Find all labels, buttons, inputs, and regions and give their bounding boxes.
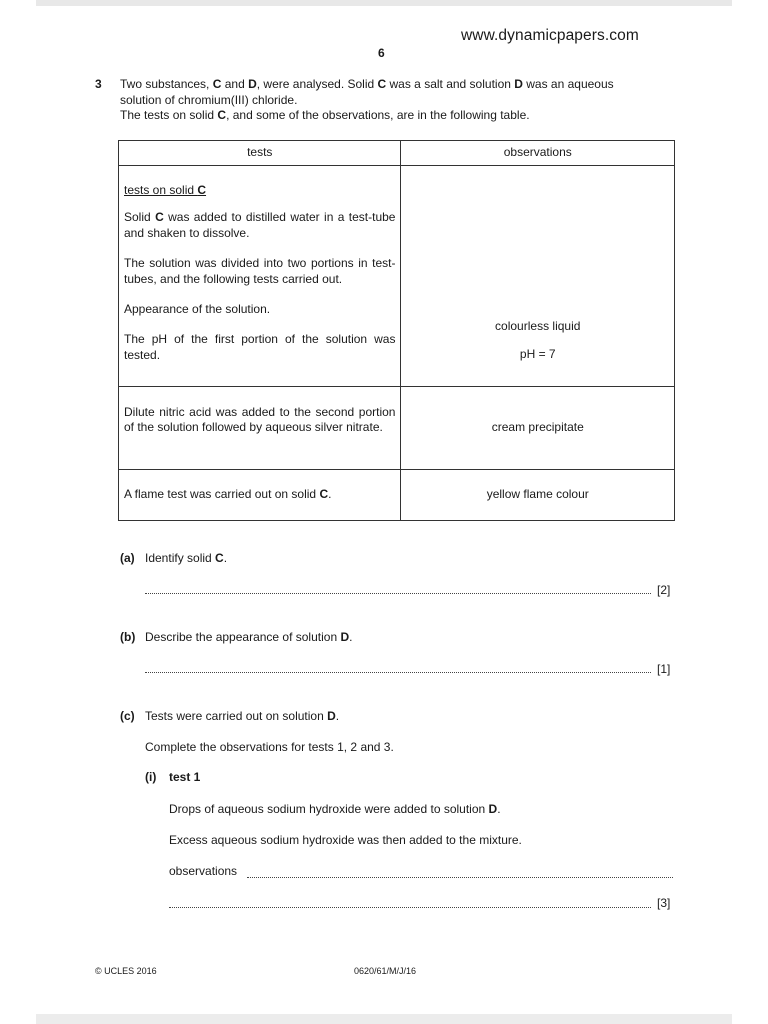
part-c-question: Tests were carried out on solution D.	[145, 709, 340, 723]
observations-cell	[401, 387, 675, 470]
section-label: tests on solid C	[124, 183, 207, 197]
marks-b: [1]	[657, 662, 671, 676]
marks-c-i: [3]	[657, 896, 671, 910]
header-tests: tests	[119, 141, 401, 166]
tests-cell	[119, 166, 401, 387]
test-1-line-1: Drops of aqueous sodium hydroxide were added to solution D.	[169, 802, 501, 816]
observations-cell	[401, 470, 675, 521]
intro-line-3: The tests on solid C, and some of the observations, are in the following table.	[120, 108, 530, 123]
question-intro	[120, 77, 675, 124]
table-row	[119, 470, 675, 521]
answer-line-c-i-2[interactable]	[169, 907, 651, 908]
question-number: 3	[95, 77, 102, 91]
page-top-edge	[36, 0, 732, 6]
answer-line-c-i-1[interactable]	[247, 877, 673, 878]
tests-cell	[119, 470, 401, 521]
tests-cell	[119, 387, 401, 470]
footer-copyright: © UCLES 2016	[95, 966, 157, 976]
part-c-i-label: (i)	[145, 770, 157, 784]
marks-a: [2]	[657, 583, 671, 597]
part-c-label: (c)	[120, 709, 135, 723]
obs-cream-precipitate: cream precipitate	[491, 420, 584, 435]
test-flame: A flame test was carried out on solid C.	[124, 487, 332, 502]
obs-ph: pH = 7	[519, 347, 556, 362]
observations-label: observations	[169, 864, 238, 878]
test-ph: The pH of the first portion of the solution was tested.	[124, 332, 396, 362]
test-1-line-2: Excess aqueous sodium hydroxide was then added to the mixture.	[169, 833, 522, 847]
test-divide: The solution was divided into two portions in test-tubes, and the following tests carried out.	[124, 256, 396, 286]
table-row	[119, 387, 675, 470]
header-observations: observations	[401, 141, 675, 166]
part-a-label: (a)	[120, 551, 135, 565]
page-bottom-edge	[36, 1014, 732, 1024]
test-1-title: test 1	[169, 770, 201, 784]
part-c-instruction: Complete the observations for tests 1, 2 and 3.	[145, 740, 394, 754]
part-b-label: (b)	[120, 630, 136, 644]
table-header-row	[119, 141, 675, 166]
site-url[interactable]: www.dynamicpapers.com	[461, 27, 639, 44]
part-b-question: Describe the appearance of solution D.	[145, 630, 353, 644]
footer-code: 0620/61/M/J/16	[354, 966, 417, 976]
page-number: 6	[378, 46, 385, 60]
test-dissolve: Solid C was added to distilled water in a test-tube and shaken to dissolve.	[124, 210, 396, 240]
test-appearance: Appearance of the solution.	[124, 302, 271, 317]
intro-line-2: solution of chromium(III) chloride.	[120, 92, 298, 107]
part-a-question: Identify solid C.	[145, 551, 228, 565]
intro-line-1: Two substances, C and D, were analysed. Solid C was a salt and solution D was an aqueous	[120, 77, 614, 91]
obs-colourless: colourless liquid	[495, 319, 581, 333]
table-row	[119, 166, 675, 387]
observations-cell	[401, 166, 675, 387]
tests-table	[118, 140, 675, 521]
answer-line-a[interactable]	[145, 593, 651, 594]
obs-yellow-flame: yellow flame colour	[486, 487, 589, 502]
answer-line-b[interactable]	[145, 672, 651, 673]
test-silver-nitrate: Dilute nitric acid was added to the second portion of the solution followed by aqueous silver nitrate.	[124, 405, 396, 435]
